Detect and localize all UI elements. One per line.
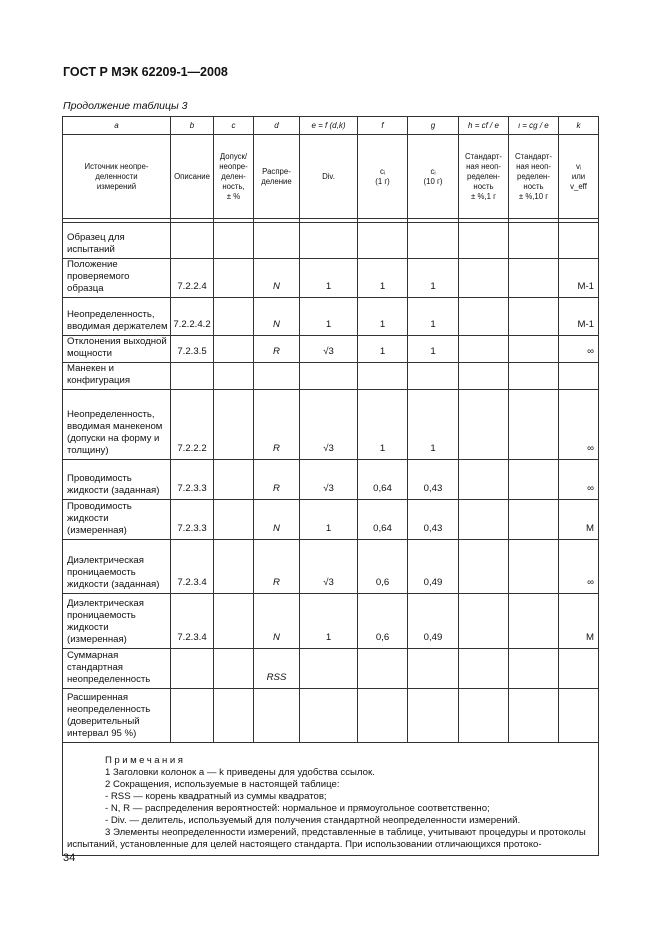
document-header: ГОСТ Р МЭК 62209-1—2008 <box>63 65 228 79</box>
cell-i <box>509 390 559 460</box>
cell-f: 0,64 <box>358 460 408 500</box>
cell-c <box>214 540 254 594</box>
cell-d: R <box>254 390 300 460</box>
cell-h <box>459 649 509 689</box>
cell-b <box>171 689 214 743</box>
row-label: Проводимость жидкости (измеренная) <box>63 500 171 540</box>
cell-d: N <box>254 500 300 540</box>
cell-e: 1 <box>300 298 358 336</box>
cell-k: M-1 <box>559 298 599 336</box>
table-caption: Продолжение таблицы 3 <box>63 100 188 112</box>
cell-e: √3 <box>300 540 358 594</box>
row-label: Диэлектрическая проницаемость жидкости (измеренная) <box>63 594 171 649</box>
cell-d: N <box>254 259 300 298</box>
column-letter: a <box>63 117 171 135</box>
cell-b <box>171 223 214 259</box>
column-letter: h = cf / e <box>459 117 509 135</box>
cell-c <box>214 223 254 259</box>
table-row <box>63 689 599 743</box>
cell-g: 1 <box>408 298 459 336</box>
cell-e: √3 <box>300 336 358 363</box>
table-row <box>63 363 599 390</box>
cell-h <box>459 336 509 363</box>
table-body <box>63 117 599 856</box>
cell-b: 7.2.2.2 <box>171 390 214 460</box>
row-label: Диэлектрическая проницаемость жидкости (заданная) <box>63 540 171 594</box>
cell-k <box>559 689 599 743</box>
cell-b: 7.2.2.4.2 <box>171 298 214 336</box>
cell-f <box>358 223 408 259</box>
cell-h <box>459 500 509 540</box>
column-letter: c <box>214 117 254 135</box>
cell-f: 1 <box>358 298 408 336</box>
cell-i <box>509 594 559 649</box>
cell-b <box>171 363 214 390</box>
column-header: Источник неопре- деленности измерений <box>63 135 171 219</box>
note-line: - RSS — корень квадратный из суммы квадратов; <box>105 791 327 802</box>
cell-h <box>459 460 509 500</box>
cell-c <box>214 390 254 460</box>
table-row <box>63 298 599 336</box>
row-label: Положение проверяемого образца <box>63 259 171 298</box>
cell-d: R <box>254 540 300 594</box>
cell-b: 7.2.3.5 <box>171 336 214 363</box>
column-header: Распре- деление <box>254 135 300 219</box>
cell-g: 1 <box>408 390 459 460</box>
cell-h <box>459 363 509 390</box>
column-header: Допуск/ неопре- делен- ность, ± % <box>214 135 254 219</box>
cell-c <box>214 460 254 500</box>
row-label: Неопределенность, вводимая держателем <box>63 298 171 336</box>
cell-k: ∞ <box>559 390 599 460</box>
cell-c <box>214 594 254 649</box>
column-letter: b <box>171 117 214 135</box>
cell-b: 7.2.3.3 <box>171 460 214 500</box>
column-header: Стандарт- ная неоп- ределен- ность ± %,10 г <box>509 135 559 219</box>
column-letter: g <box>408 117 459 135</box>
table-row <box>63 540 599 594</box>
cell-f <box>358 363 408 390</box>
cell-e <box>300 649 358 689</box>
notes-title: Примечания <box>105 755 186 766</box>
table-row <box>63 460 599 500</box>
cell-f <box>358 689 408 743</box>
cell-d <box>254 223 300 259</box>
cell-e: 1 <box>300 500 358 540</box>
column-header: cᵢ (1 г) <box>358 135 408 219</box>
cell-i <box>509 460 559 500</box>
cell-h <box>459 298 509 336</box>
cell-c <box>214 649 254 689</box>
cell-i <box>509 259 559 298</box>
row-label: Манекен и конфигурация <box>63 363 171 390</box>
column-headers-row <box>63 135 599 219</box>
cell-d <box>254 363 300 390</box>
column-header: Div. <box>300 135 358 219</box>
table-row <box>63 336 599 363</box>
cell-k <box>559 649 599 689</box>
cell-k: ∞ <box>559 336 599 363</box>
column-header: Стандарт- ная неоп- ределен- ность ± %,1 г <box>459 135 509 219</box>
cell-f: 0,6 <box>358 540 408 594</box>
cell-c <box>214 259 254 298</box>
cell-d <box>254 689 300 743</box>
row-label: Расширенная неопределенность (доверительный интервал 95 %) <box>63 689 171 743</box>
cell-i <box>509 689 559 743</box>
row-label: Неопределенность, вводимая манекеном (допуски на форму и толщину) <box>63 390 171 460</box>
page-number: 34 <box>63 852 76 864</box>
cell-f: 1 <box>358 259 408 298</box>
cell-f: 1 <box>358 336 408 363</box>
cell-c <box>214 363 254 390</box>
cell-h <box>459 594 509 649</box>
cell-d: R <box>254 460 300 500</box>
cell-g <box>408 223 459 259</box>
cell-e: √3 <box>300 460 358 500</box>
cell-g: 0,43 <box>408 500 459 540</box>
notes-cell <box>63 743 599 856</box>
cell-e: 1 <box>300 259 358 298</box>
cell-b <box>171 649 214 689</box>
cell-c <box>214 689 254 743</box>
cell-g: 0,49 <box>408 594 459 649</box>
cell-k: M-1 <box>559 259 599 298</box>
cell-e <box>300 689 358 743</box>
cell-g: 0,43 <box>408 460 459 500</box>
cell-c <box>214 500 254 540</box>
cell-k: ∞ <box>559 540 599 594</box>
cell-g: 1 <box>408 336 459 363</box>
cell-i <box>509 363 559 390</box>
cell-e: √3 <box>300 390 358 460</box>
cell-f <box>358 649 408 689</box>
cell-f: 0,6 <box>358 594 408 649</box>
cell-k <box>559 363 599 390</box>
cell-f: 0,64 <box>358 500 408 540</box>
row-label: Образец для испытаний <box>63 223 171 259</box>
cell-k <box>559 223 599 259</box>
cell-g <box>408 649 459 689</box>
cell-f: 1 <box>358 390 408 460</box>
cell-i <box>509 649 559 689</box>
cell-g <box>408 363 459 390</box>
cell-g: 1 <box>408 259 459 298</box>
cell-i <box>509 540 559 594</box>
cell-h <box>459 689 509 743</box>
cell-c <box>214 298 254 336</box>
column-header: cᵢ (10 г) <box>408 135 459 219</box>
note-line: 3 Элементы неопределенности измерений, представленные в таблице, учитывают процедуры и протоколы испытаний, установленные для целей настоящего стандарта. При использовании отличающихся протоко- <box>67 827 586 850</box>
cell-b: 7.2.3.4 <box>171 594 214 649</box>
table-row <box>63 594 599 649</box>
table-row <box>63 649 599 689</box>
table-row <box>63 390 599 460</box>
column-letter: d <box>254 117 300 135</box>
cell-d: N <box>254 594 300 649</box>
cell-e: 1 <box>300 594 358 649</box>
column-header: vᵢ или v_eff <box>559 135 599 219</box>
notes-row <box>63 743 599 856</box>
column-letter: ι = cg / e <box>509 117 559 135</box>
row-label: Суммарная стандартная неопределенность <box>63 649 171 689</box>
cell-d: R <box>254 336 300 363</box>
cell-k: ∞ <box>559 460 599 500</box>
cell-i <box>509 500 559 540</box>
row-label: Проводимость жидкости (заданная) <box>63 460 171 500</box>
cell-h <box>459 540 509 594</box>
cell-g <box>408 689 459 743</box>
cell-e <box>300 363 358 390</box>
cell-h <box>459 390 509 460</box>
cell-k: M <box>559 594 599 649</box>
uncertainty-table <box>62 116 599 856</box>
cell-h <box>459 259 509 298</box>
cell-h <box>459 223 509 259</box>
column-header: Описание <box>171 135 214 219</box>
table-row <box>63 500 599 540</box>
note-line: 2 Сокращения, используемые в настоящей таблице: <box>105 779 340 790</box>
cell-b: 7.2.3.3 <box>171 500 214 540</box>
column-letter: f <box>358 117 408 135</box>
cell-d: N <box>254 298 300 336</box>
cell-b: 7.2.2.4 <box>171 259 214 298</box>
row-label: Отклонения выходной мощности <box>63 336 171 363</box>
note-line: - N, R — распределения вероятностей: нормальное и прямоугольное соответственно; <box>105 803 490 814</box>
cell-i <box>509 223 559 259</box>
cell-b: 7.2.3.4 <box>171 540 214 594</box>
cell-i <box>509 298 559 336</box>
note-line: 1 Заголовки колонок a — k приведены для удобства ссылок. <box>105 767 375 778</box>
table-row <box>63 223 599 259</box>
column-letter: k <box>559 117 599 135</box>
column-letters-row <box>63 117 599 135</box>
cell-e <box>300 223 358 259</box>
cell-g: 0,49 <box>408 540 459 594</box>
note-line: - Div. — делитель, используемый для получения стандартной неопределенности измерений. <box>105 815 521 826</box>
table-row <box>63 259 599 298</box>
cell-d: RSS <box>254 649 300 689</box>
cell-i <box>509 336 559 363</box>
cell-c <box>214 336 254 363</box>
cell-k: M <box>559 500 599 540</box>
column-letter: e = f (d,k) <box>300 117 358 135</box>
